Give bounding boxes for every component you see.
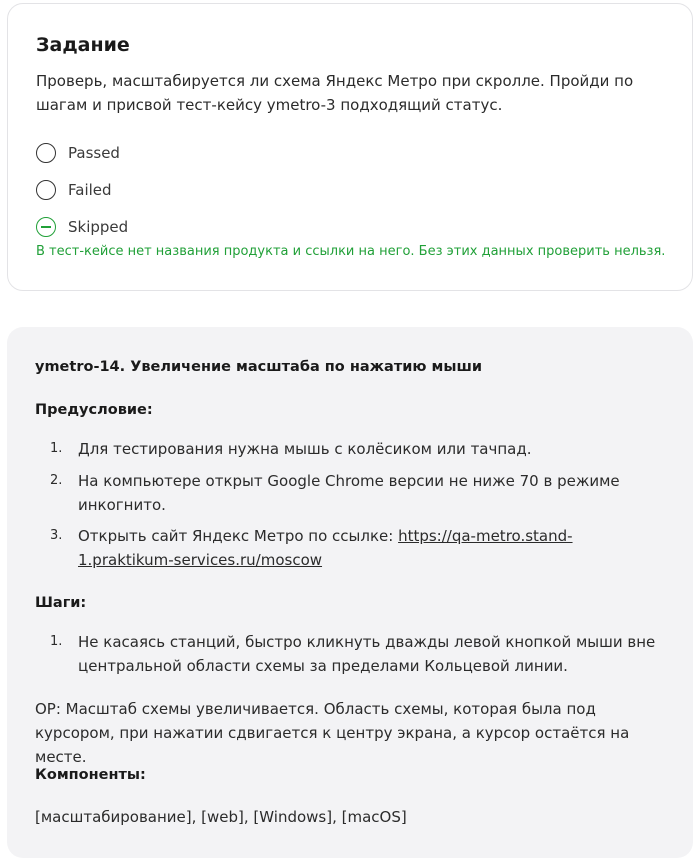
radio-empty-icon[interactable]: [36, 143, 56, 163]
status-option-label: Failed: [68, 181, 112, 199]
metro-site-link[interactable]: https://qa-metro.stand-1.praktikum-services.ru/moscow: [78, 527, 573, 569]
list-item-text: [78, 524, 665, 572]
list-item-number: 1.: [50, 634, 63, 649]
expected-result: ОР: Масштаб схемы увеличивается. Область схемы, которая была под курсором, при нажатии сдвигается к центру экрана, а курсор остаётся на месте.: [35, 700, 630, 766]
task-card: [7, 3, 693, 291]
status-option-passed[interactable]: [36, 141, 120, 165]
radio-minus-icon[interactable]: [36, 217, 56, 237]
radio-empty-icon[interactable]: [36, 180, 56, 200]
status-option-label: Passed: [68, 144, 120, 162]
components-list: [масштабирование], [web], [Windows], [macOS]: [35, 808, 407, 826]
list-item-number: 3.: [50, 528, 63, 543]
list-item: [35, 469, 665, 517]
feedback-message: В тест-кейсе нет названия продукта и ссылки на него. Без этих данных проверить нельзя.: [36, 244, 666, 259]
list-item-text-prefix: Открыть сайт Яндекс Метро по ссылке:: [78, 527, 399, 545]
status-option-skipped[interactable]: [36, 215, 128, 239]
list-item-number: 1.: [50, 441, 63, 456]
list-item-text: На компьютере открыт Google Chrome версии не ниже 70 в режиме инкогнито.: [78, 472, 620, 514]
list-item: [35, 437, 665, 461]
status-option-failed[interactable]: [36, 178, 112, 202]
list-item-text: Для тестирования нужна мышь с колёсиком или тачпад.: [78, 440, 532, 458]
components-heading: Компоненты:: [35, 767, 146, 783]
steps-heading: Шаги:: [35, 595, 87, 611]
task-description: Проверь, масштабируется ли схема Яндекс Метро при скролле. Пройди по шагам и присвой тест-кейсу ymetro-3 подходящий статус.: [36, 72, 634, 114]
status-option-label: Skipped: [68, 218, 129, 236]
list-item: [35, 630, 665, 678]
list-item-text: Не касаясь станций, быстро кликнуть дважды левой кнопкой мыши вне центральной области схемы за пределами Кольцевой линии.: [78, 633, 656, 675]
test-case-title: ymetro-14. Увеличение масштаба по нажатию мыши: [35, 359, 483, 375]
list-item: [35, 524, 665, 572]
task-title: Задание: [36, 34, 130, 56]
precondition-heading: Предусловие:: [35, 402, 153, 418]
list-item-number: 2.: [50, 473, 63, 488]
test-case-card: [7, 327, 693, 858]
